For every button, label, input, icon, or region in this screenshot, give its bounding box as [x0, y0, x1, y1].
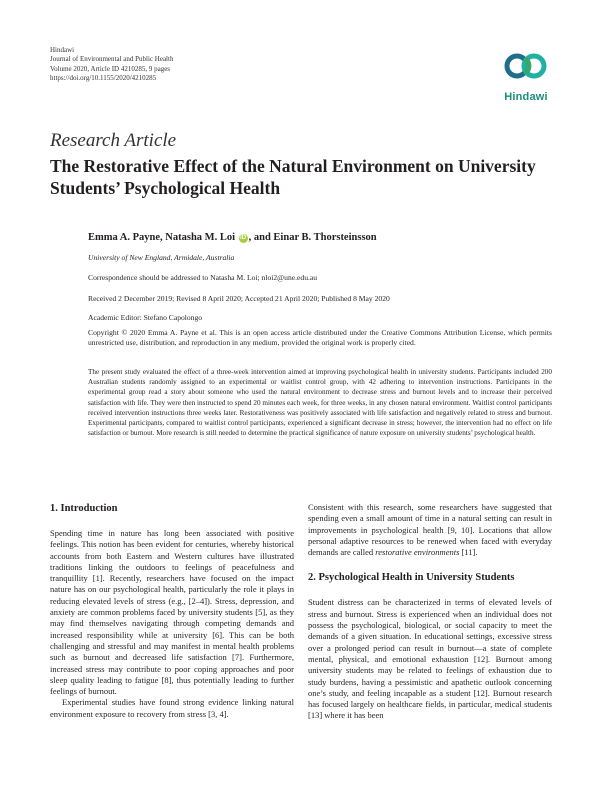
paragraph-text: [11]. — [459, 547, 478, 558]
abstract: The present study evaluated the effect of a three-week intervention aimed at improving psychological health in university students. Participants included 200 Australian students randomly assigned to an experimental or waitlist control group, with 42 adhering to intervention instructions. Participants in the experimental group read a story about someone who used the natural environment to decrease stress and burnout levels and to increase their perceived satisfaction with life. They were then instructed to spend 20 minutes each week, for three weeks, in any chosen natural environment. Waitlist control participants received intervention instructions three weeks later. Restorativeness was positively associated with life satisfaction and negatively related to stress and burnout. Experimental participants, compared to waitlist control participants, experienced a significant decrease in stress; however, the intervention had no effect on life satisfaction or burnout. More research is still needed to determine the practical significance of nature exposure on university students’ psychological health. — [88, 368, 552, 438]
logo-wordmark: Hindawi — [504, 91, 548, 103]
paragraph: Experimental studies have found strong evidence linking natural environment exposure to recovery from stress [3, 4]. — [50, 697, 294, 719]
authors-part-2: , and Einar B. Thorsteinsson — [248, 232, 377, 243]
article-type: Research Article — [50, 130, 177, 151]
correspondence: Correspondence should be addressed to Natasha M. Loi; nloi2@une.edu.au — [88, 273, 318, 282]
right-column — [308, 502, 552, 722]
affiliation: University of New England, Armidale, Australia — [88, 253, 235, 262]
left-column — [50, 502, 294, 720]
emphasis-term: restorative environments — [375, 547, 460, 558]
article-title: The Restorative Effect of the Natural Environment on University Students’ Psychological Health — [50, 156, 536, 198]
volume-info: Volume 2020, Article ID 4210285, 9 pages — [50, 64, 171, 73]
publisher-name: Hindawi — [50, 46, 75, 54]
publication-dates: Received 2 December 2019; Revised 8 April 2020; Accepted 21 April 2020; Published 8 May 2020 — [88, 294, 390, 303]
paragraph: Spending time in nature has long been associated with positive feelings. This notion has been evident for centuries, whereby historical accounts from both Eastern and Western cultures have illustrated traditions linking the outdoors to feelings of peacefulness and tranquillity [1]. Recently, researchers have focused on the impact nature has on our psychological health, particularly the role it plays in reducing elevated levels of stress (e.g., [2–4]). Stress, depression, and anxiety are common problems faced by university students [5], as they may find themselves navigating through competing demands and increased responsibility while at university [6]. This can be both challenging and stressful and may manifest in mental health problems such as burnout and decreased life satisfaction [7]. Furthermore, increased stress may contribute to poor coping approaches and poor sleep quality leading to fatigue [8], thus potentially leading to further feelings of burnout. — [50, 528, 294, 697]
doi-link[interactable]: https://doi.org/10.1155/2020/4210285 — [50, 74, 157, 83]
section-heading: 2. Psychological Health in University Students — [308, 572, 515, 584]
hindawi-logo-icon — [503, 46, 549, 86]
paragraph — [308, 502, 552, 558]
academic-editor: Academic Editor: Stefano Capolongo — [88, 313, 203, 322]
hindawi-logo[interactable] — [496, 46, 556, 103]
copyright-notice: Copyright © 2020 Emma A. Payne et al. This is an open access article distributed under the Creative Commons Attribution License, which permits unrestricted use, distribution, and reproduction in any medium, provided the original work is properly cited. — [88, 328, 552, 348]
journal-header — [50, 46, 173, 84]
paragraph-text: Consistent with this research, some researchers have suggested that spending even a small amount of time in a natural setting can result in improvements in psychological health [9, 10]. Locations that allow personal adaptive resources to be renewed when faced with everyday demands are called — [308, 502, 552, 558]
orcid-icon[interactable]: iD — [240, 235, 247, 241]
author-list — [88, 232, 377, 243]
section-heading: 1. Introduction — [50, 503, 118, 514]
paragraph: Student distress can be characterized in terms of elevated levels of stress and burnout. Stress is experienced when an individual does not possess the psychological, biological, or social capacity to meet the demands of a given situation. In educational settings, excessive stress over a prolonged period can result in burnout—a state of complete mental, physical, and emotional exhaustion [12]. Burnout among university students may be related to feelings of exhaustion due to study burdens, having a pessimistic and apathetic outlook concerning one’s study, and feeling incapable as a student [12]. Burnout research has focused largely on healthcare fields, in particular, medical students [13] where it has been — [308, 597, 552, 721]
journal-name: Journal of Environmental and Public Health — [50, 55, 174, 64]
authors-part-1: Emma A. Payne, Natasha M. Loi — [88, 232, 235, 243]
